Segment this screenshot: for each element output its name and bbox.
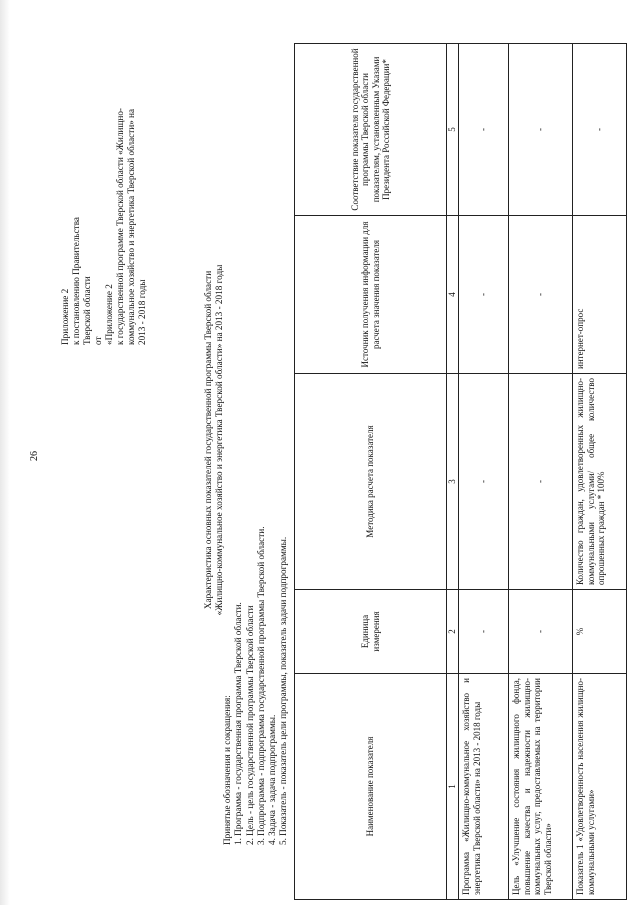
row-compliance: - [509, 44, 573, 216]
table-row [573, 44, 627, 900]
row-method: Количество граждан, удовлетворенных жилищно-коммунальными услугами/ общее количество опрошенных граждан * 100% [573, 374, 627, 590]
row-compliance: - [459, 44, 509, 216]
row-name: Показатель 1 «Удовлетворенность населения жилищно-коммунальными услугами» [573, 674, 627, 900]
row-method: - [459, 374, 509, 590]
appendix-line: коммунальное хозяйство и энергетика Тверской области» на [126, 108, 136, 345]
header-method: Методика расчета показателя [295, 374, 447, 590]
column-number: 4 [447, 216, 459, 374]
appendix-line: 2013 - 2018 годы [137, 279, 147, 345]
row-name: Программа «Жилищно-коммунальное хозяйство и энергетика Тверской области» на 2013 - 2018 годы [459, 674, 509, 900]
row-source: интернет-опрос [573, 216, 627, 374]
row-name: Цель «Улучшение состояния жилищного фонда, повышение качества и надежности жилищно-коммунальных услуг, предоставляемых на территории Тверской области» [509, 674, 573, 900]
indicators-table [294, 43, 627, 900]
table-row [459, 44, 509, 900]
row-unit: - [459, 590, 509, 674]
abbreviation-heading: Принятые обозначения и сокращения: [222, 695, 232, 845]
table-header-row [295, 44, 447, 900]
header-unit: Единица измерения [295, 590, 447, 674]
row-unit: - [509, 590, 573, 674]
abbreviation-item: 2. Цель - цель государственной программы Тверской области [244, 605, 255, 845]
row-source: - [509, 216, 573, 374]
appendix-line: к государственной программе Тверской области «Жилищно- [115, 108, 125, 345]
appendix-header [60, 108, 148, 345]
header-source: Источник получения информации для расчета значения показателя [295, 216, 447, 374]
page-number: 26 [29, 451, 40, 461]
column-number: 3 [447, 374, 459, 590]
row-unit: % [573, 590, 627, 674]
column-number: 5 [447, 44, 459, 216]
row-method: - [509, 374, 573, 590]
column-number: 2 [447, 590, 459, 674]
appendix-line: к постановлению Правительства [71, 217, 81, 345]
abbreviations-list [222, 527, 290, 846]
header-compliance: Соответствие показателя государственной программы Тверской области показателям, установленным Указами Президента Российской Федерации* [295, 44, 447, 216]
title-line: «Жилищно-коммунальное хозяйство и энергетика Тверской области» на 2013 - 2018 годы [214, 264, 224, 616]
appendix-line: «Приложение 2 [104, 284, 114, 345]
title-line: Характеристика основных показателей государственной программы Тверской области [203, 270, 213, 610]
header-name: Наименование показателя [295, 674, 447, 900]
column-number-row [447, 44, 459, 900]
abbreviation-item: 3. Подпрограмма - подпрограмма государственной программы Тверской области. [255, 526, 266, 845]
appendix-line: Тверской области [82, 276, 92, 345]
appendix-line: от [93, 336, 103, 345]
table-row [509, 44, 573, 900]
row-source: - [459, 216, 509, 374]
abbreviation-item: 1. Программа - государственная программа Тверской области. [233, 602, 244, 845]
abbreviation-item: 5. Показатель - показатель цели программы, показатель задачи подпрограммы. [278, 536, 289, 845]
row-compliance: - [573, 44, 627, 216]
appendix-line: Приложение 2 [60, 288, 70, 345]
column-number: 1 [447, 674, 459, 900]
abbreviation-item: 4. Задача - задача подпрограммы. [267, 714, 278, 845]
